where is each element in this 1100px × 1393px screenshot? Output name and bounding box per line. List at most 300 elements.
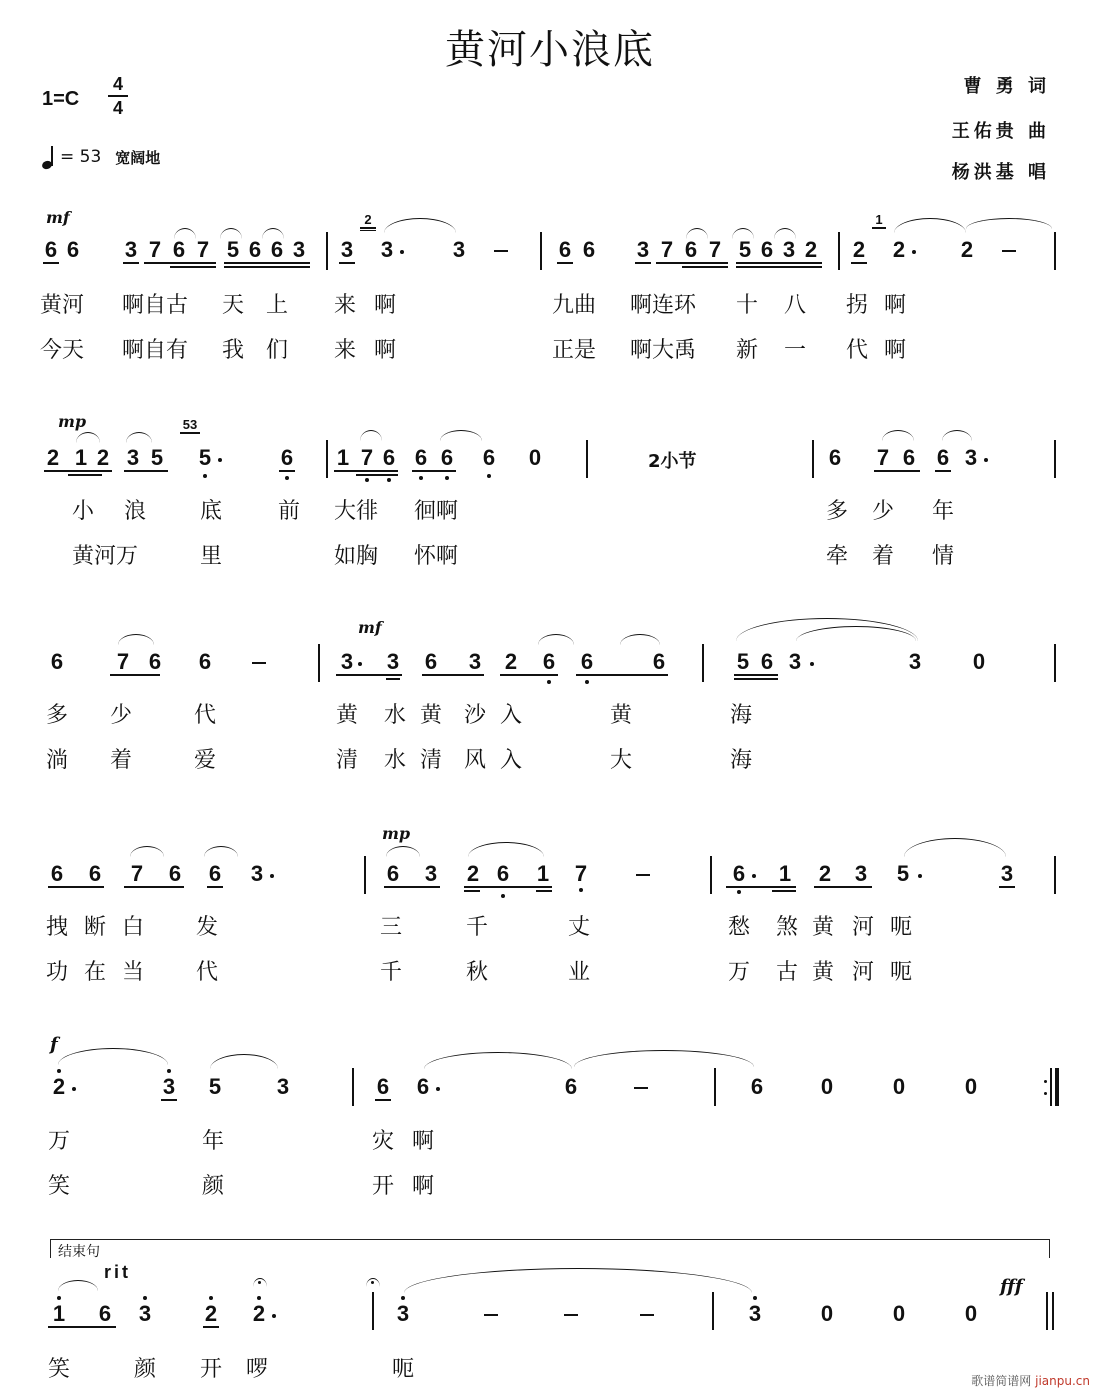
- note: 3: [424, 861, 438, 886]
- lyric: 开: [200, 1357, 223, 1382]
- lyric: 正是: [552, 338, 597, 363]
- augmentation-dot: [358, 662, 362, 666]
- beam: [422, 674, 484, 676]
- tie: [384, 218, 456, 233]
- barline: [702, 644, 704, 682]
- extension-dash: [636, 874, 650, 876]
- slur: [440, 430, 482, 441]
- lyric: 新: [736, 338, 759, 363]
- barline: [540, 232, 542, 270]
- note: 2: [804, 237, 818, 262]
- beam: [874, 470, 920, 472]
- lyric: 大徘: [334, 499, 379, 524]
- note: 1: [336, 445, 350, 470]
- beam: [44, 470, 112, 472]
- slur: [262, 228, 284, 239]
- lyric: 十: [736, 293, 759, 318]
- lyric: 八: [784, 293, 807, 318]
- augmentation-dot: [270, 874, 274, 878]
- beam: [68, 474, 102, 476]
- note: 2: [466, 861, 480, 886]
- augmentation-dot: [912, 250, 916, 254]
- beam: [224, 262, 310, 264]
- lyric: 牵: [826, 544, 849, 569]
- lyric: 呃: [890, 960, 913, 985]
- lyric: 浪: [124, 499, 147, 524]
- note: 1: [536, 861, 550, 886]
- note: 6: [494, 862, 512, 886]
- lyric: 们: [266, 338, 289, 363]
- note: 1: [778, 861, 792, 886]
- rest: 0: [892, 1074, 906, 1099]
- note: 5: [208, 1074, 222, 1099]
- beam: [656, 262, 728, 264]
- rest: 0: [528, 445, 542, 470]
- slur: [360, 430, 382, 441]
- note: 6: [386, 861, 400, 886]
- watermark-en: jianpu.cn: [1035, 1374, 1090, 1388]
- note: 6: [278, 446, 296, 470]
- lyric: 笑: [48, 1357, 71, 1382]
- lyric: 今天: [40, 338, 85, 363]
- slur: [468, 842, 544, 857]
- beam: [124, 886, 184, 888]
- beam: [464, 886, 552, 888]
- note: 6: [558, 237, 572, 262]
- lyric: 沙: [464, 703, 487, 728]
- slur: [386, 846, 420, 857]
- extension-dash: [564, 1314, 578, 1316]
- note: 2: [50, 1075, 68, 1099]
- barline: [352, 1068, 354, 1106]
- note: 7: [660, 237, 674, 262]
- note: 2: [960, 237, 974, 262]
- lyric: 情: [932, 544, 955, 569]
- dynamic-mp: mp: [58, 412, 87, 431]
- lyric: 千: [466, 915, 489, 940]
- lyric: 黄: [812, 960, 835, 985]
- note: 3: [782, 237, 796, 262]
- barline: [586, 440, 588, 478]
- lyric: 颜: [134, 1357, 157, 1382]
- note: 6: [376, 1074, 390, 1099]
- note: 6: [270, 237, 284, 262]
- note: 3: [340, 649, 354, 674]
- lyric: 黄: [420, 703, 443, 728]
- beam: [734, 678, 778, 680]
- rest: 0: [964, 1074, 978, 1099]
- tie: [58, 1048, 168, 1065]
- barline: [364, 856, 366, 894]
- note: 6: [198, 649, 212, 674]
- composer-credit: 王佑贵 曲: [951, 121, 1050, 142]
- slur: [620, 634, 660, 645]
- note: 3: [384, 650, 402, 674]
- time-signature-line: [108, 95, 128, 97]
- note: 6: [480, 446, 498, 470]
- slur: [686, 228, 708, 239]
- barline: [812, 440, 814, 478]
- beam: [576, 674, 668, 676]
- lyric: 白: [122, 915, 145, 940]
- augmentation-dot: [436, 1087, 440, 1091]
- augmentation-dot: [72, 1087, 76, 1091]
- note: 3: [636, 237, 650, 262]
- lyric: 黄: [812, 915, 835, 940]
- lyric: 如胸: [334, 544, 379, 569]
- coda-label: 结束句: [58, 1244, 100, 1260]
- note: 7: [148, 237, 162, 262]
- extension-dash: [1002, 250, 1016, 252]
- lyric: 年: [202, 1129, 225, 1154]
- augmentation-dot: [752, 874, 756, 878]
- lyric: 海: [730, 748, 753, 773]
- lyric: 清: [336, 748, 359, 773]
- note: 7: [116, 649, 130, 674]
- note: 2: [852, 237, 866, 262]
- lyric: 啊自古: [122, 293, 189, 318]
- note: 6: [88, 861, 102, 886]
- lyric: 徊啊: [414, 499, 459, 524]
- beam: [336, 674, 402, 676]
- lyric: 我: [222, 338, 245, 363]
- note: 6: [936, 445, 950, 470]
- beam: [144, 262, 216, 264]
- note: 6: [416, 1074, 430, 1099]
- beam: [170, 266, 216, 268]
- beam: [48, 1326, 116, 1328]
- slur: [58, 1280, 98, 1291]
- lyric: 代: [194, 703, 217, 728]
- note: 3: [340, 237, 354, 262]
- lyric: 里: [200, 544, 223, 569]
- lyric: 煞: [776, 915, 799, 940]
- lyric: 风: [464, 748, 487, 773]
- barline: [318, 644, 320, 682]
- note: 3: [908, 649, 922, 674]
- extension-dash: [484, 1314, 498, 1316]
- note: 1: [74, 445, 88, 470]
- lyric: 灾: [372, 1129, 395, 1154]
- slur: [774, 228, 796, 239]
- note: 3: [964, 445, 978, 470]
- beam: [814, 886, 872, 888]
- lyric: 怀啊: [414, 544, 459, 569]
- note: 3: [1000, 861, 1014, 886]
- lyric: 黄河: [40, 293, 85, 318]
- coda-bracket: [50, 1239, 1050, 1258]
- lyric: 底: [200, 499, 223, 524]
- augmentation-dot: [400, 250, 404, 254]
- note: 7: [708, 237, 722, 262]
- beam: [734, 674, 778, 676]
- note: 6: [168, 861, 182, 886]
- note: 5: [738, 237, 752, 262]
- tie: [574, 1050, 754, 1067]
- extension-dash: [252, 662, 266, 664]
- key-signature: 1=C: [42, 88, 80, 110]
- note: 6: [208, 861, 222, 886]
- note: 3: [468, 649, 482, 674]
- note: 3: [250, 861, 264, 886]
- note: 5: [736, 649, 750, 674]
- beam: [500, 674, 558, 676]
- slur: [942, 430, 972, 441]
- note: 3: [380, 237, 394, 262]
- grace-note: 53: [180, 418, 200, 435]
- lyric: 笑: [48, 1174, 71, 1199]
- slur: [130, 846, 164, 857]
- note: 5: [896, 861, 910, 886]
- lyric: 水: [384, 703, 407, 728]
- lyric: 业: [568, 960, 591, 985]
- slur: [118, 634, 154, 645]
- note: 2: [504, 649, 518, 674]
- beam: [412, 470, 456, 472]
- watermark-cn: 歌谱简谱网: [971, 1374, 1032, 1388]
- beam: [682, 266, 728, 268]
- beam: [536, 890, 552, 892]
- note: 3: [394, 1302, 412, 1326]
- dynamic-mf: mf: [46, 208, 70, 227]
- lyric: 啊大禹: [630, 338, 697, 363]
- note: 6: [578, 650, 596, 674]
- note: 2: [96, 445, 110, 470]
- barline: [1054, 856, 1056, 894]
- beam: [224, 266, 310, 268]
- beam: [48, 886, 104, 888]
- beam: [726, 886, 796, 888]
- note: 6: [902, 445, 916, 470]
- note: 6: [66, 237, 80, 262]
- barline: [1054, 644, 1056, 682]
- slur: [174, 228, 196, 239]
- beam: [384, 886, 440, 888]
- lyric: 着: [872, 544, 895, 569]
- rest-measures: 2小节: [648, 451, 697, 472]
- lyric: 万: [48, 1129, 71, 1154]
- lyric: 代: [196, 960, 219, 985]
- slur: [732, 228, 754, 239]
- lyric: 少: [110, 703, 133, 728]
- lyric: 代: [846, 338, 869, 363]
- slur: [882, 430, 914, 441]
- lyric: 呃: [392, 1357, 415, 1382]
- augmentation-dot: [984, 458, 988, 462]
- rest: 0: [972, 649, 986, 674]
- beam: [334, 470, 398, 472]
- beam: [464, 890, 480, 892]
- dynamic-f: f: [50, 1034, 58, 1055]
- lyric: 丈: [568, 915, 591, 940]
- tie: [966, 218, 1052, 229]
- note: 6: [50, 861, 64, 886]
- lyric: 啊连环: [630, 293, 697, 318]
- note: 6: [438, 446, 456, 470]
- lyric: 大: [610, 748, 633, 773]
- barline: [838, 232, 840, 270]
- augmentation-dot: [218, 458, 222, 462]
- barline: [372, 1292, 374, 1330]
- singer-credit: 杨洪基 唱: [951, 162, 1050, 183]
- tempo-bpm: = 53: [60, 147, 102, 167]
- lyric: 前: [278, 499, 301, 524]
- lyric: 淌: [46, 748, 69, 773]
- lyric: 河: [852, 960, 875, 985]
- time-signature: [108, 74, 128, 118]
- note: 6: [760, 237, 774, 262]
- note: 2: [818, 861, 832, 886]
- note: 1: [50, 1302, 68, 1326]
- lyric: 爱: [194, 748, 217, 773]
- note: 6: [248, 237, 262, 262]
- augmentation-dot: [810, 662, 814, 666]
- barline: [326, 440, 328, 478]
- note: 3: [136, 1302, 154, 1326]
- lyric: 千: [380, 960, 403, 985]
- note: 3: [452, 237, 466, 262]
- note: 5: [150, 445, 164, 470]
- note: 6: [652, 649, 666, 674]
- lyric: 少: [872, 499, 895, 524]
- lyric: 呃: [890, 915, 913, 940]
- lyric: 颜: [202, 1174, 225, 1199]
- lyric: 拽: [46, 915, 69, 940]
- note: 6: [424, 649, 438, 674]
- note: 6: [148, 649, 162, 674]
- note: 2: [892, 237, 906, 262]
- time-signature-top: 4: [112, 74, 123, 94]
- beam: [124, 470, 168, 472]
- note: 7: [572, 862, 590, 886]
- lyric: 多: [826, 499, 849, 524]
- slur: [126, 432, 152, 443]
- note: 6: [412, 446, 430, 470]
- fermata-icon: [253, 1278, 267, 1287]
- note: 6: [828, 445, 842, 470]
- slur: [904, 838, 1006, 857]
- beam: [736, 266, 822, 268]
- rest: 0: [892, 1301, 906, 1326]
- note: 6: [684, 237, 698, 262]
- barline: [326, 232, 328, 270]
- augmentation-dot: [272, 1314, 276, 1318]
- note: 3: [746, 1302, 764, 1326]
- lyric: 万: [728, 960, 751, 985]
- lyric: 入: [500, 748, 523, 773]
- extension-dash: [494, 250, 508, 252]
- note: 6: [750, 1074, 764, 1099]
- lyric: 在: [84, 960, 107, 985]
- tempo-marking: [42, 145, 160, 169]
- lyric: 天: [222, 293, 245, 318]
- lyric: 愁: [728, 915, 751, 940]
- lyric: 开: [372, 1174, 395, 1199]
- note: 7: [358, 446, 376, 470]
- note: 7: [130, 861, 144, 886]
- note: 7: [196, 237, 210, 262]
- lyric: 啰: [246, 1357, 269, 1382]
- extension-dash: [634, 1087, 648, 1089]
- note: 6: [50, 649, 64, 674]
- dynamic-fff: fff: [1000, 1276, 1023, 1297]
- note: 6: [730, 862, 748, 886]
- lyric: 河: [852, 915, 875, 940]
- barline: [714, 1068, 716, 1106]
- slur: [76, 432, 100, 443]
- slur: [210, 1054, 278, 1069]
- beam: [772, 890, 796, 892]
- slur: [538, 634, 574, 645]
- lyric: 啊自有: [122, 338, 189, 363]
- time-signature-bottom: 4: [112, 98, 123, 118]
- lyric: 上: [266, 293, 289, 318]
- note: 2: [250, 1302, 268, 1326]
- lyric: 水: [384, 748, 407, 773]
- tempo-expression: 宽阔地: [115, 148, 161, 167]
- lyric: 古: [776, 960, 799, 985]
- ritardando-mark: rit: [104, 1262, 131, 1282]
- note: 3: [788, 649, 802, 674]
- lyric: 啊: [884, 338, 907, 363]
- lyric: 九曲: [552, 293, 597, 318]
- lyric: 啊: [412, 1174, 435, 1199]
- lyric: 拐: [846, 293, 869, 318]
- grace-note: 2: [360, 213, 376, 232]
- note: 6: [380, 446, 398, 470]
- lyric: 啊: [884, 293, 907, 318]
- lyric: 入: [500, 703, 523, 728]
- slur: [204, 846, 238, 857]
- note: 6: [760, 649, 774, 674]
- note: 5: [196, 446, 214, 470]
- rest: 0: [964, 1301, 978, 1326]
- lyric: 当: [122, 960, 145, 985]
- note: 2: [46, 445, 60, 470]
- note: 6: [564, 1074, 578, 1099]
- tie: [424, 1052, 572, 1069]
- lyric: 一: [784, 338, 807, 363]
- lyric: 来: [334, 293, 357, 318]
- lyric: 啊: [374, 338, 397, 363]
- lyric: 多: [46, 703, 69, 728]
- note: 3: [854, 861, 868, 886]
- note: 3: [126, 445, 140, 470]
- lyric: 清: [420, 748, 443, 773]
- lyric: 断: [84, 915, 107, 940]
- lyric: 着: [110, 748, 133, 773]
- lyric: 黄河万: [72, 544, 139, 569]
- note: 6: [582, 237, 596, 262]
- lyricist-credit: 曹 勇 词: [963, 76, 1050, 97]
- grace-note: 1: [872, 213, 886, 230]
- lyric: 黄: [336, 703, 359, 728]
- fermata-icon: [366, 1278, 380, 1287]
- barline: [1054, 232, 1056, 270]
- note: 3: [276, 1074, 290, 1099]
- note: 3: [160, 1075, 178, 1099]
- tie: [894, 218, 966, 233]
- beam: [736, 262, 822, 264]
- lyric: 三: [380, 915, 403, 940]
- lyric: 秋: [466, 960, 489, 985]
- slur: [220, 228, 242, 239]
- note: 5: [226, 237, 240, 262]
- watermark: [971, 1372, 1090, 1389]
- note: 2: [202, 1302, 220, 1326]
- lyric: 发: [196, 915, 219, 940]
- rest: 0: [820, 1074, 834, 1099]
